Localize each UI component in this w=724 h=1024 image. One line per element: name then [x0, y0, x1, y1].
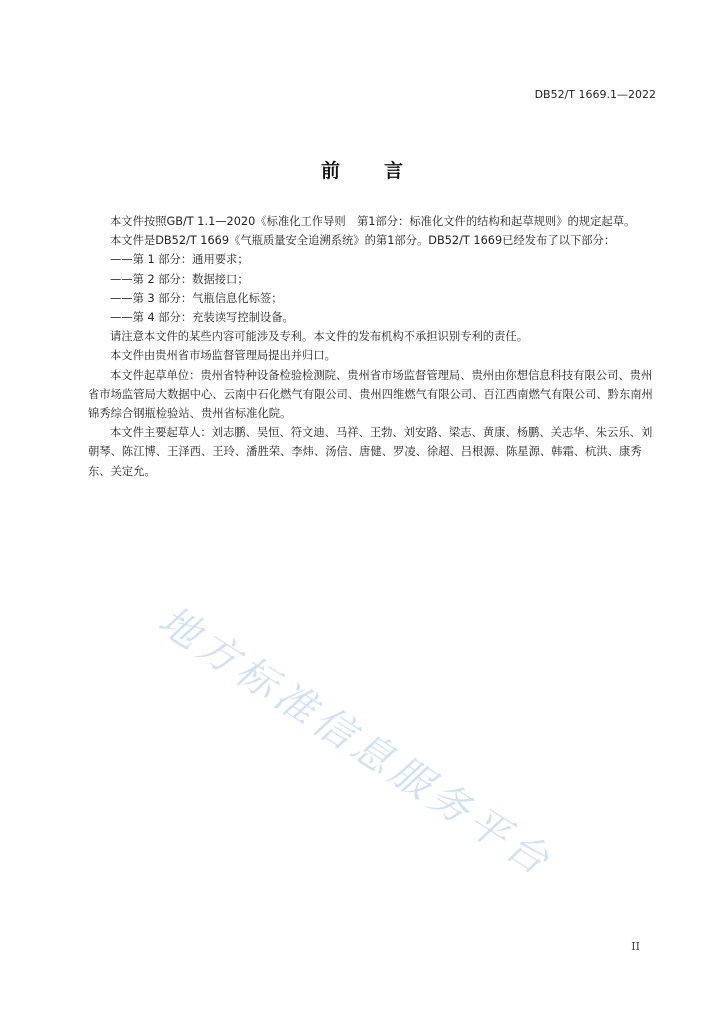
page-title: [0, 156, 724, 183]
title-char-2: 言: [384, 160, 404, 182]
paragraph-drafting-units: 本文件起草单位：贵州省特种设备检验检测院、贵州省市场监督管理局、贵州由你想信息科技有限公司、贵州省市场监管局大数据中心、云南中石化燃气有限公司、贵州四维燃气有限公司、百江西南燃气有限公司、黔东南州锦秀综合钢瓶检验站、贵州省标准化院。: [88, 368, 653, 421]
list-item-part-3: ——第 3 部分：气瓶信息化标签；: [110, 291, 283, 305]
paragraph-proposer: 本文件由贵州省市场监督管理局提出并归口。: [110, 349, 336, 363]
paragraph-drafting-rules: 本文件按照GB/T 1.1—2020《标准化工作导则 第1部分：标准化文件的结构和起草规则》的规定起草。: [110, 215, 636, 228]
paragraph-part-info: 本文件是DB52/T 1669《气瓶质量安全追溯系统》的第1部分。DB52/T 1669已经发布了以下部分：: [110, 234, 616, 248]
list-item-part-1: ——第 1 部分：通用要求；: [110, 253, 249, 267]
page-number: II: [631, 940, 640, 953]
title-char-1: 前: [320, 160, 340, 182]
paragraph-drafters: 本文件主要起草人：刘志鹏、吴恒、符文迪、马祥、王勃、刘安路、梁志、黄康、杨鹏、关志华、朱云乐、刘朝琴、陈江博、王泽西、王玲、潘胜荣、李炜、汤信、唐健、罗凌、徐超、吕根源、陈星源、韩霜、杭洪、康秀东、关定允。: [88, 426, 653, 478]
paragraph-patent-notice: 请注意本文件的某些内容可能涉及专利。本文件的发布机构不承担识别专利的责任。: [110, 330, 528, 344]
document-code: DB52/T 1669.1—2022: [534, 88, 656, 101]
list-item-part-2: ——第 2 部分：数据接口；: [110, 272, 249, 286]
foreword-body: [88, 212, 660, 481]
watermark-text: 地方标准信息服务平台: [150, 597, 561, 887]
list-item-part-4: ——第 4 部分：充装读写控制设备。: [110, 311, 294, 325]
